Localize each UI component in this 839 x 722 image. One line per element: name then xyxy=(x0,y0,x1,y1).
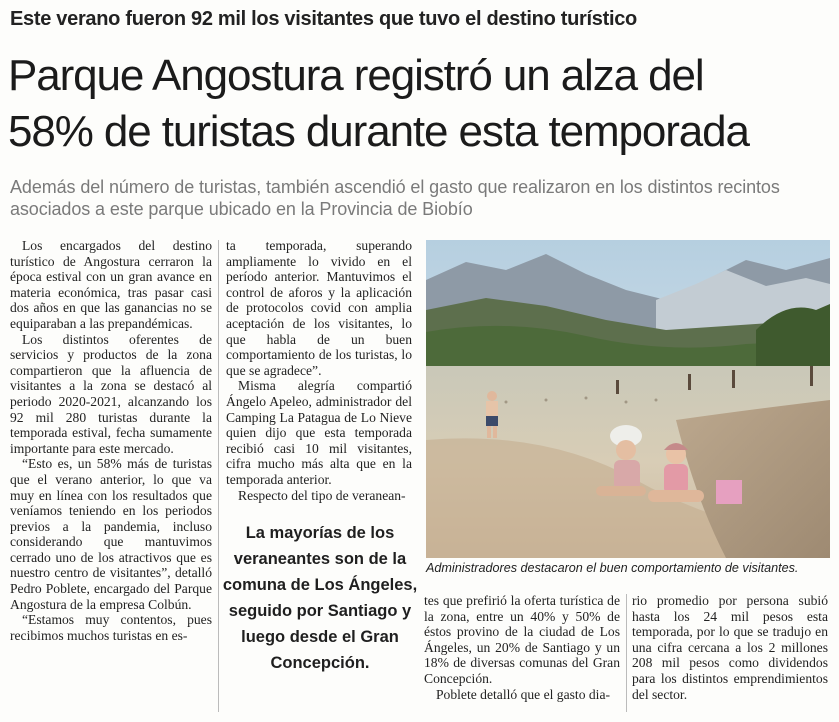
paragraph: tes que prefirió la oferta turística de la zona, entre un 40% y 50% de éstos provino de la ciudad de Los Ángeles, un 20% de Santiago y un 18% de diversas comunas del Gran Concepción. xyxy=(424,593,620,686)
body-column-2 xyxy=(226,238,412,503)
paragraph: Misma alegría compartió Ángelo Apeleo, administrador del Camping La Patagua de Lo Nieve quien dijo que esta temporada recibió casi 10 mil visitantes, cifra mucho más alta que en la temporada anterior. xyxy=(226,378,412,487)
paragraph: ta temporada, superando ampliamente lo vivido en el período anterior. Mantuvimos el control de aforos y la aplicación de protocolos covid con amplia aceptación de los visitantes, lo que habla de un buen comportamiento de los turistas, lo que se agradece”. xyxy=(226,238,412,378)
column-divider xyxy=(626,594,627,712)
subheadline: Además del número de turistas, también ascendió el gasto que realizaron en los distintos recintos asociados a este parque ubicado en la Provincia de Biobío xyxy=(10,177,780,219)
headline-line-1: Parque Angostura registró un alza del xyxy=(8,51,704,100)
body-column-4 xyxy=(632,593,828,702)
paragraph: “Esto es, un 58% más de turistas que el verano anterior, lo que va muy en línea con los resultados que veníamos teniendo en los periodos previos a la pandemia, incluso considerando que mantuvimos cerrado uno de los atractivos que es nuestro centro de visitantes”, detalló Pedro Poblete, encargado del Parque Angostura de la empresa Colbún. xyxy=(10,456,212,612)
paragraph: rio promedio por persona subió hasta los 24 mil pesos esta temporada, por lo que se tradujo en una cifra cercana a los 2 millones 208 mil pesos como dividendos para los distintos emprendimientos del sector. xyxy=(632,593,828,702)
river-beach-image xyxy=(426,240,830,558)
body-column-3 xyxy=(424,593,620,702)
column-divider xyxy=(218,240,219,712)
kicker: Este verano fueron 92 mil los visitantes que tuvo el destino turístico xyxy=(10,8,637,30)
paragraph: Los distintos oferentes de servicios y productos de la zona compartieron que la afluencia de visitantes a la zona se destacó al periodo 2020-2021, alcanzando los 92 mil 280 turistas durante la temporada estival, fecha sumamente importante para este mercado. xyxy=(10,331,212,456)
paragraph: Los encargados del destino turístico de Angostura cerraron la época estival con un gran avance en materia económica, tras pasar casi dos años en que las ganancias no se equiparaban a las prepandémicas. xyxy=(10,238,212,331)
body-column-1 xyxy=(10,238,212,643)
headline-line-2: 58% de turistas durante esta temporada xyxy=(8,107,749,156)
paragraph: Respecto del tipo de veranean- xyxy=(238,487,406,503)
river-photo xyxy=(426,240,830,558)
paragraph: “Estamos muy contentos, pues recibimos muchos turistas en es- xyxy=(10,612,212,643)
pull-quote: La mayorías de los veraneantes son de la comuna de Los Ángeles, seguido por Santiago y luego desde el Gran Concepción. xyxy=(222,524,418,672)
headline xyxy=(8,48,836,160)
photo-caption: Administradores destacaron el buen comportamiento de visitantes. xyxy=(426,561,799,575)
paragraph: Poblete detalló que el gasto dia- xyxy=(436,686,611,702)
